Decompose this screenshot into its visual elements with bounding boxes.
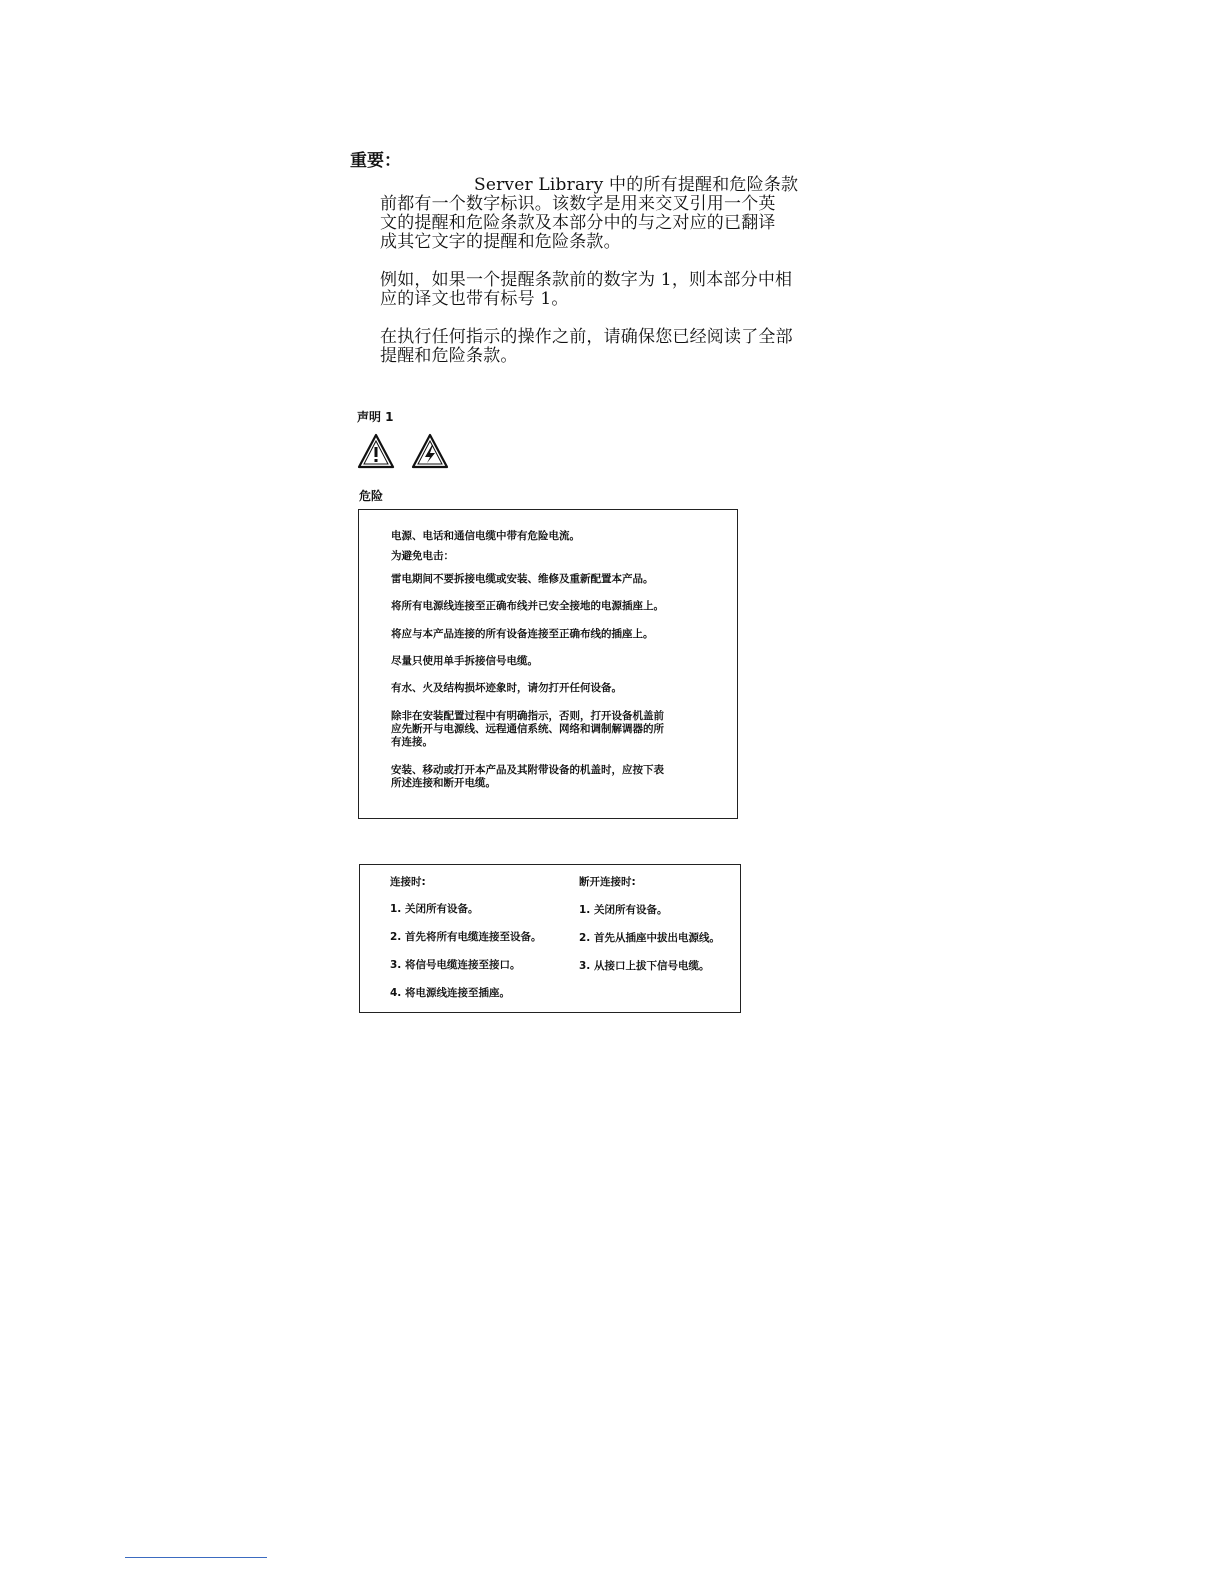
connection-table — [359, 864, 741, 1013]
danger-line: 除非在安装配置过程中有明确指示，否则，打开设备机盖前 — [391, 710, 664, 722]
disconnect-step: 3. 从接口上拔下信号电缆。 — [579, 960, 710, 972]
danger-line: 电源、电话和通信电缆中带有危险电流。 — [391, 530, 580, 542]
danger-line: 雷电期间不要拆接电缆或安装、维修及重新配置本产品。 — [391, 573, 654, 585]
hazard-icons — [355, 432, 455, 472]
paragraph-read-first — [380, 328, 850, 366]
paragraph-line: 提醒和危险条款。 — [380, 346, 518, 366]
paragraph-line: Server Library 中的所有提醒和危险条款 — [474, 175, 799, 195]
danger-line: 尽量只使用单手拆接信号电缆。 — [391, 655, 538, 667]
danger-line: 所述连接和断开电缆。 — [391, 777, 496, 789]
danger-line: 将应与本产品连接的所有设备连接至正确布线的插座上。 — [391, 628, 654, 640]
connect-step: 1. 关闭所有设备。 — [390, 903, 479, 915]
hazard-icons-svg — [355, 432, 455, 472]
electrical-hazard-icon — [413, 435, 447, 467]
paragraph-line: 前都有一个数字标识。该数字是用来交叉引用一个英 — [380, 194, 776, 214]
important-label: 重要： — [350, 151, 401, 171]
paragraph-cross-reference — [380, 176, 850, 252]
danger-notice-box — [358, 509, 738, 819]
danger-label: 危险 — [359, 489, 384, 503]
statement-label: 声明 1 — [357, 410, 394, 424]
disconnect-header: 断开连接时: — [579, 876, 636, 888]
connect-step: 3. 将信号电缆连接至接口。 — [390, 959, 521, 971]
paragraph-line: 在执行任何指示的操作之前，请确保您已经阅读了全部 — [380, 327, 793, 347]
footnote-rule — [125, 1557, 267, 1558]
paragraph-line: 文的提醒和危险条款及本部分中的与之对应的已翻译 — [380, 213, 776, 233]
danger-line: 将所有电源线连接至正确布线并已安全接地的电源插座上。 — [391, 600, 664, 612]
paragraph-line: 例如，如果一个提醒条款前的数字为 1，则本部分中相 — [380, 270, 793, 290]
warning-triangle-icon — [359, 435, 393, 467]
disconnect-step: 1. 关闭所有设备。 — [579, 904, 668, 916]
danger-line: 为避免电击： — [391, 550, 454, 562]
disconnect-step: 2. 首先从插座中拔出电源线。 — [579, 932, 720, 944]
danger-line: 安装、移动或打开本产品及其附带设备的机盖时，应按下表 — [391, 764, 664, 776]
danger-line: 有连接。 — [391, 736, 433, 748]
connect-step: 4. 将电源线连接至插座。 — [390, 987, 510, 999]
paragraph-line: 成其它文字的提醒和危险条款。 — [380, 232, 621, 252]
connect-header: 连接时: — [390, 876, 426, 888]
danger-line: 有水、火及结构损坏迹象时，请勿打开任何设备。 — [391, 682, 622, 694]
connect-step: 2. 首先将所有电缆连接至设备。 — [390, 931, 542, 943]
paragraph-example — [380, 271, 850, 309]
danger-line: 应先断开与电源线、远程通信系统、网络和调制解调器的所 — [391, 723, 664, 735]
paragraph-line: 应的译文也带有标号 1。 — [380, 289, 569, 309]
